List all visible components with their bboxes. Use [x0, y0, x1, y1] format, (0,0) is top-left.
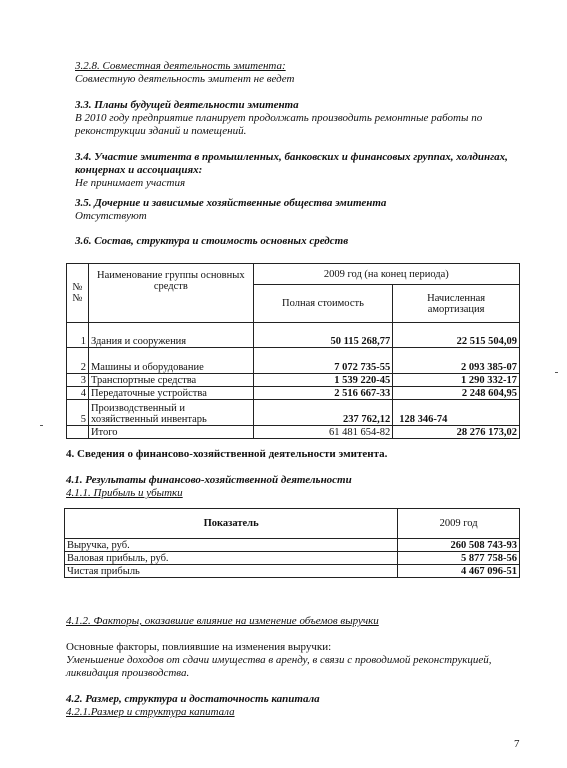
page-number: 7	[514, 738, 520, 750]
section-3-3-line-2: реконструкции зданий и помещений.	[75, 125, 247, 137]
row-number: 5	[67, 400, 89, 426]
indicator-name: Чистая прибыль	[65, 565, 398, 578]
section-3-5-heading: 3.5. Дочерние и зависимые хозяйственные общества эмитента	[75, 197, 387, 209]
col-header-number: №№	[67, 264, 89, 323]
table-row	[67, 400, 520, 426]
total-label: Итого	[88, 426, 253, 439]
section-3-3-line-1: В 2010 году предприятие планирует продолжать производить ремонтные работы по	[75, 112, 483, 124]
table-row	[67, 374, 520, 387]
table-row	[65, 539, 520, 552]
section-3-4-heading-line-1: 3.4. Участие эмитента в промышленных, банковских и финансовых группах, холдингах,	[75, 151, 508, 163]
table-total-row	[67, 426, 520, 439]
section-3-2-8-heading: 3.2.8. Совместная деятельность эмитента:	[75, 60, 286, 72]
row-amortization: 2 248 604,95	[393, 387, 520, 400]
col-header-period: 2009 год (на конец периода)	[253, 264, 519, 285]
section-3-3-heading: 3.3. Планы будущей деятельности эмитента	[75, 99, 299, 111]
section-4-1-2-line-2: ликвидация производства.	[66, 667, 190, 679]
table-row	[65, 565, 520, 578]
scan-mark	[555, 372, 558, 373]
section-4-1-1-heading: 4.1.1. Прибыль и убытки	[66, 487, 183, 499]
row-name: Транспортные средства	[88, 374, 253, 387]
fixed-assets-table	[66, 263, 520, 439]
section-4-2-1-heading: 4.2.1.Размер и структура капитала	[66, 706, 235, 718]
col-header-amortization	[393, 285, 520, 323]
col-header-amortization-line-1: Начисленная	[427, 292, 486, 304]
row-amortization: 22 515 504,09	[393, 323, 520, 348]
col-header-name-line-2: средств	[153, 281, 188, 292]
col-header-name-line-1: Наименование группы основных	[97, 270, 245, 281]
section-3-5-text: Отсутствуют	[75, 210, 147, 222]
col-header-full-cost: Полная стоимость	[253, 285, 393, 323]
total-number-cell	[67, 426, 89, 439]
section-4-1-2-intro: Основные факторы, повлиявшие на изменения выручки:	[66, 641, 332, 653]
indicator-name: Выручка, руб.	[65, 539, 398, 552]
row-name	[88, 400, 253, 426]
row-amortization: 2 093 385-07	[393, 348, 520, 374]
table-row	[67, 348, 520, 374]
total-amortization: 28 276 173,02	[393, 426, 520, 439]
col-header-amortization-line-2: амортизация	[427, 303, 485, 315]
section-4-1-2-line-1: Уменьшение доходов от сдачи имущества в аренду, в связи с проводимой реконструкцией,	[66, 654, 492, 666]
indicator-value: 5 877 758-56	[398, 552, 520, 565]
row-name: Передаточные устройства	[88, 387, 253, 400]
row-number: 4	[67, 387, 89, 400]
section-4-heading: 4. Сведения о финансово-хозяйственной деятельности эмитента.	[66, 448, 388, 460]
col-header-name	[88, 264, 253, 323]
row-full-cost: 237 762,12	[253, 400, 393, 426]
row-number: 1	[67, 323, 89, 348]
row-full-cost: 50 115 268,77	[253, 323, 393, 348]
row-name-line-1: Производственный и	[90, 403, 185, 414]
row-full-cost: 1 539 220-45	[253, 374, 393, 387]
section-3-6-heading: 3.6. Состав, структура и стоимость основных средств	[75, 235, 349, 247]
indicator-value: 260 508 743-93	[398, 539, 520, 552]
section-3-4-heading-line-2: концернах и ассоциациях:	[75, 164, 203, 176]
section-3-4-text: Не принимает участия	[75, 177, 186, 189]
row-name: Здания и сооружения	[88, 323, 253, 348]
row-name: Машины и оборудование	[88, 348, 253, 374]
row-full-cost: 7 072 735-55	[253, 348, 393, 374]
row-amortization: 1 290 332-17	[393, 374, 520, 387]
indicator-name: Валовая прибыль, руб.	[65, 552, 398, 565]
total-full-cost: 61 481 654-82	[253, 426, 393, 439]
col-header-indicator: Показатель	[65, 509, 398, 539]
indicator-value: 4 467 096-51	[398, 565, 520, 578]
table-row	[65, 552, 520, 565]
section-3-2-8-text: Совместную деятельность эмитент не ведет	[75, 73, 295, 85]
row-full-cost: 2 516 667-33	[253, 387, 393, 400]
profit-loss-table	[64, 508, 520, 578]
table-row	[67, 387, 520, 400]
row-name-line-2: хозяйственный инвентарь	[90, 414, 207, 425]
row-number: 3	[67, 374, 89, 387]
section-4-1-2-heading: 4.1.2. Факторы, оказавшие влияние на изменение объемов выручки	[66, 615, 379, 627]
scan-mark	[40, 425, 43, 426]
section-4-1-heading: 4.1. Результаты финансово-хозяйственной деятельности	[66, 474, 352, 486]
table-row	[67, 323, 520, 348]
section-4-2-heading: 4.2. Размер, структура и достаточность капитала	[66, 693, 320, 705]
row-number: 2	[67, 348, 89, 374]
row-amortization: 128 346-74	[393, 400, 520, 426]
col-header-year: 2009 год	[398, 509, 520, 539]
